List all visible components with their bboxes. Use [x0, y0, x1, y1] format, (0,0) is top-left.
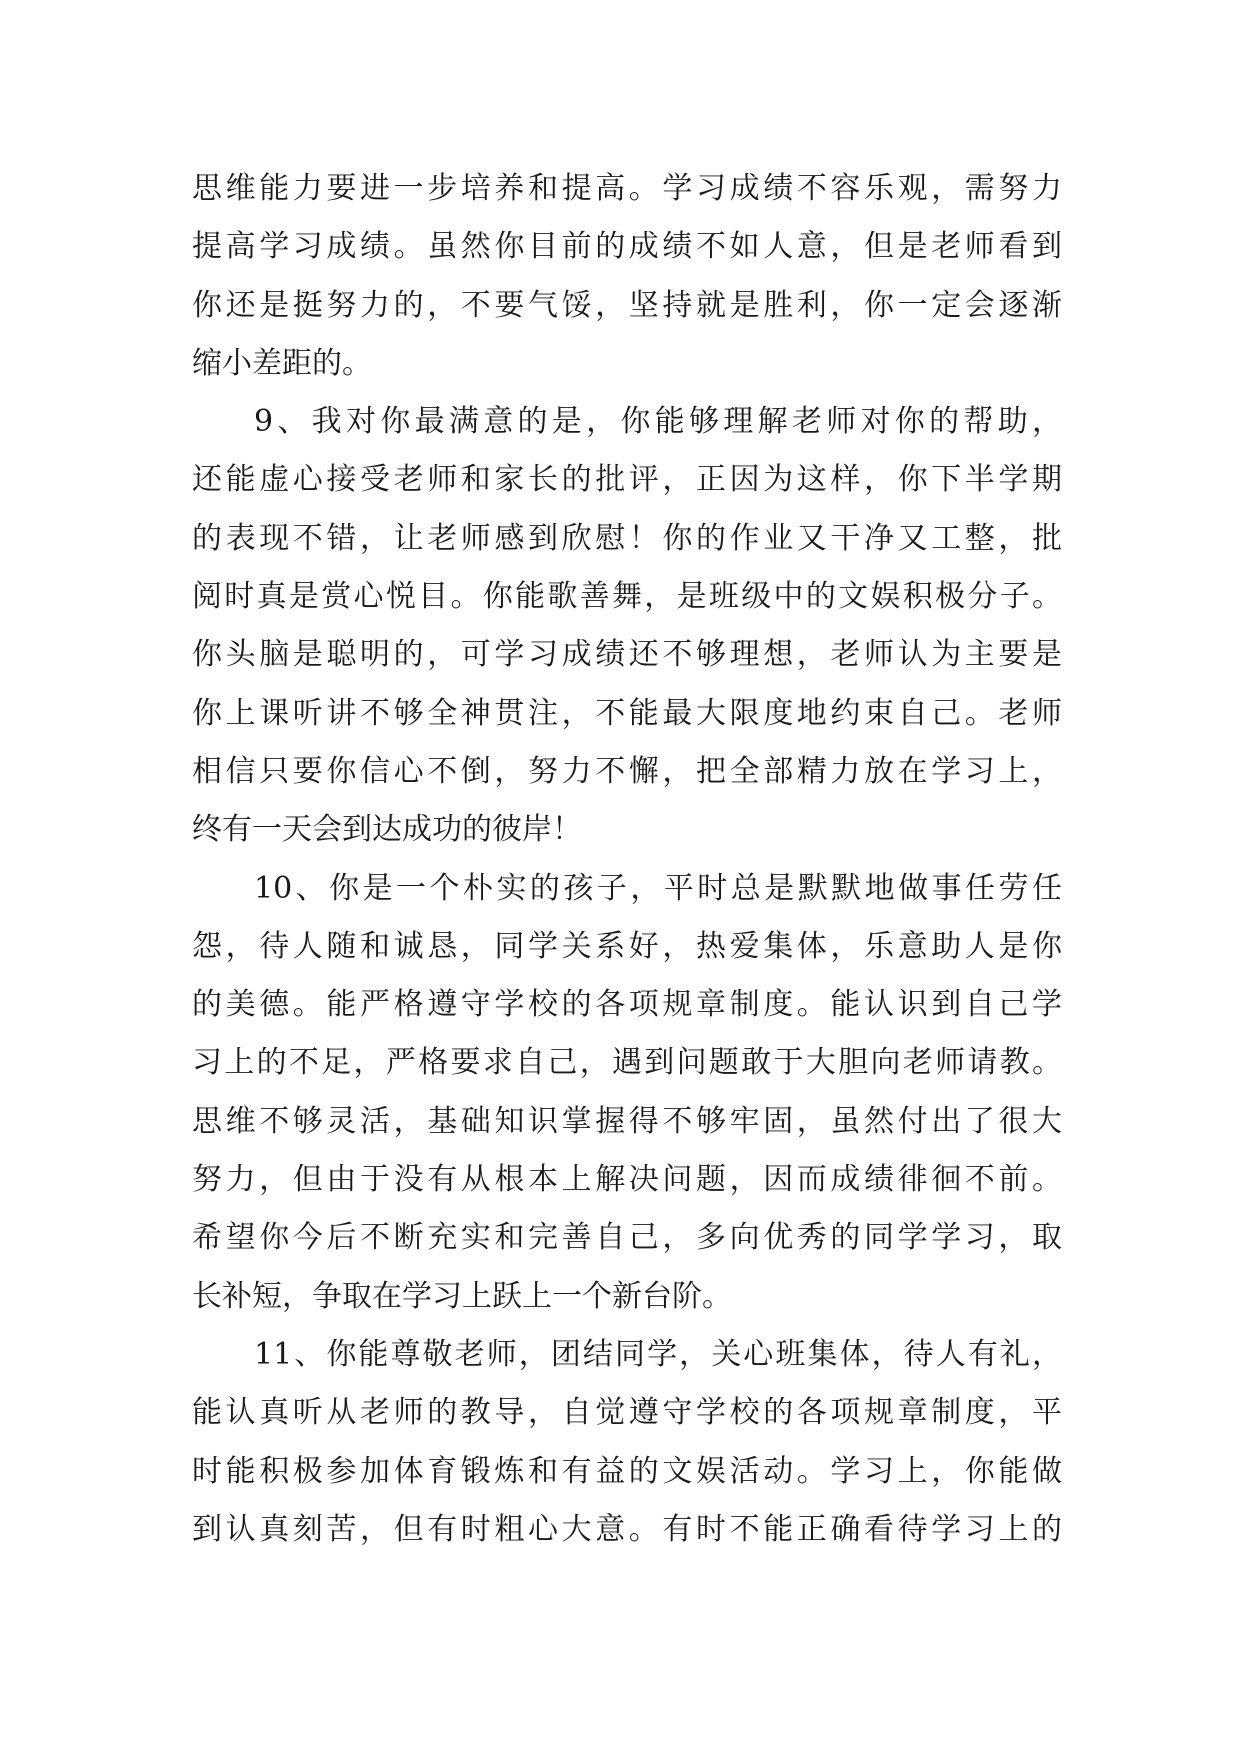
text-line: 10、你是一个朴实的孩子，平时总是默默地做事任劳任 — [254, 870, 1062, 906]
text-line: 你头脑是聪明的，可学习成绩还不够理想，老师认为主要是 — [192, 637, 1062, 673]
text-line: 相信只要你信心不倒，努力不懈，把全部精力放在学习上， — [192, 753, 1062, 789]
text-line: 长补短，争取在学习上跃上一个新台阶。 — [192, 1278, 732, 1314]
paragraph-9 — [192, 393, 1062, 859]
text-line: 11、你能尊敬老师，团结同学，关心班集体，待人有礼， — [254, 1336, 1062, 1372]
text-line: 终有一天会到达成功的彼岸！ — [192, 812, 582, 848]
text-line: 提高学习成绩。虽然你目前的成绩不如人意，但是老师看到 — [192, 229, 1062, 265]
text-line: 到认真刻苦，但有时粗心大意。有时不能正确看待学习上的 — [192, 1511, 1062, 1547]
text-line: 你上课听讲不够全神贯注，不能最大限度地约束自己。老师 — [192, 695, 1062, 731]
text-line: 思维能力要进一步培养和提高。学习成绩不容乐观，需努力 — [192, 171, 1062, 206]
text-line: 怨，待人随和诚恳，同学关系好，热爱集体，乐意助人是你 — [192, 928, 1062, 964]
text-line: 的表现不错，让老师感到欣慰！你的作业又干净又工整，批 — [192, 520, 1062, 556]
text-line: 缩小差距的。 — [192, 345, 372, 381]
paragraph-continuation — [192, 160, 1062, 393]
text-line: 习上的不足，严格要求自己，遇到问题敢于大胆向老师请教。 — [192, 1045, 1062, 1081]
paragraph-10 — [192, 860, 1062, 1326]
text-line: 还能虚心接受老师和家长的批评，正因为这样，你下半学期 — [192, 462, 1062, 498]
text-line: 你还是挺努力的，不要气馁，坚持就是胜利，你一定会逐渐 — [192, 287, 1062, 323]
text-line: 阅时真是赏心悦目。你能歌善舞，是班级中的文娱积极分子。 — [192, 579, 1062, 615]
text-line: 希望你今后不断充实和完善自己，多向优秀的同学学习，取 — [192, 1220, 1062, 1256]
text-line: 思维不够灵活，基础知识掌握得不够牢固，虽然付出了很大 — [192, 1103, 1062, 1139]
text-line: 能认真听从老师的教导，自觉遵守学校的各项规章制度，平 — [192, 1395, 1062, 1431]
text-line: 的美德。能严格遵守学校的各项规章制度。能认识到自己学 — [192, 987, 1062, 1023]
text-line: 努力，但由于没有从根本上解决问题，因而成绩徘徊不前。 — [192, 1162, 1062, 1198]
text-line: 9、我对你最满意的是，你能够理解老师对你的帮助， — [254, 404, 1062, 440]
document-body — [192, 160, 1062, 1559]
paragraph-11 — [192, 1326, 1062, 1559]
text-line: 时能积极参加体育锻炼和有益的文娱活动。学习上，你能做 — [192, 1453, 1062, 1489]
